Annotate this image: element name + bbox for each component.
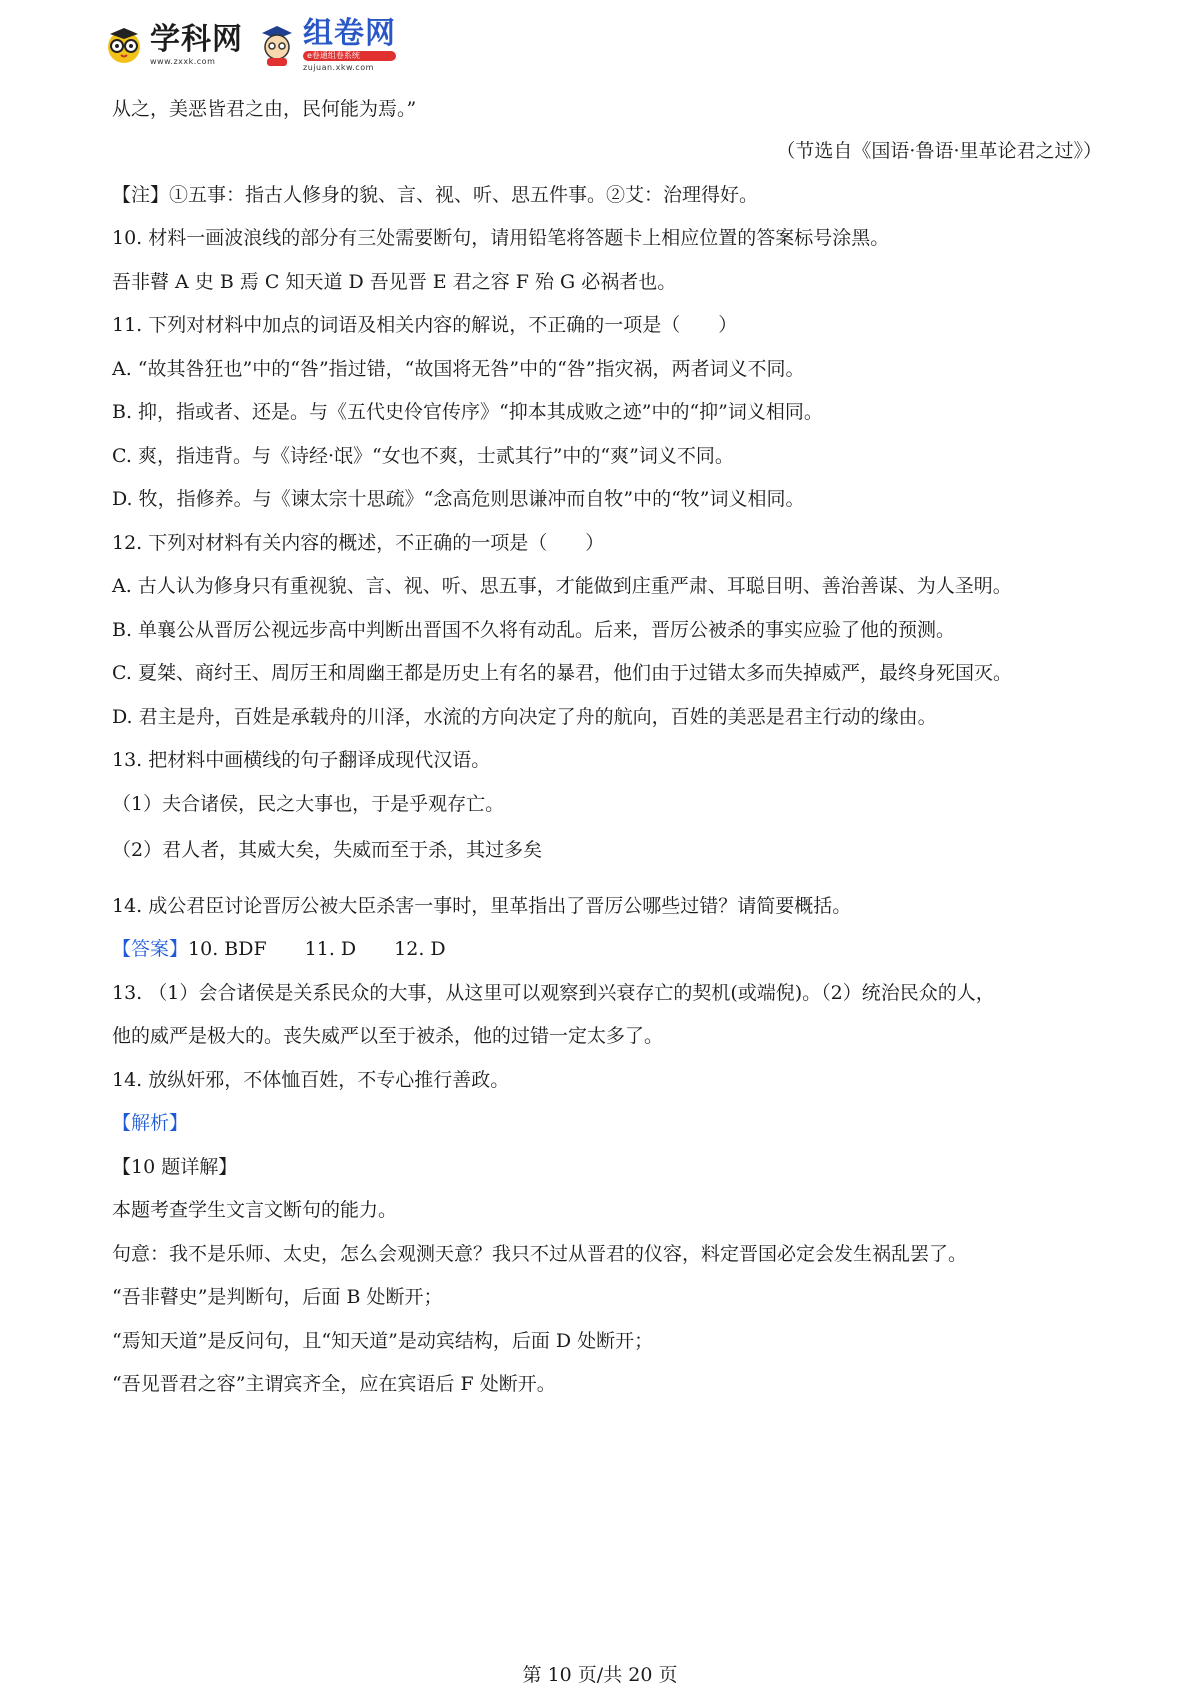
page-number: 第 10 页/共 20 页 xyxy=(522,1664,678,1686)
zujuanwang-tagline: e卷通组卷系统 xyxy=(303,51,396,61)
answer-14: 14. 放纵奸邪，不体恤百姓，不专心推行善政。 xyxy=(112,1069,510,1091)
analysis-point-b: “吾非瞽史”是判断句，后面 B 处断开； xyxy=(112,1286,443,1308)
question-13: 13. 把材料中画横线的句子翻译成现代汉语。 xyxy=(112,749,491,771)
answer-label: 【答案】 xyxy=(112,938,189,960)
text-line: 从之，美恶皆君之由，民何能为焉。” xyxy=(112,98,417,120)
q13-item-2: （2）君人者，其威大矣，失威而至于杀，其过多矣 xyxy=(112,839,543,861)
zujuanwang-logo xyxy=(257,15,396,72)
analysis-label: 【解析】 xyxy=(112,1112,189,1134)
analysis-point-d: “焉知天道”是反问句，且“知天道”是动宾结构，后面 D 处断开； xyxy=(112,1330,654,1352)
xuekewang-name: 学科网 xyxy=(150,21,243,57)
q11-option-d: D. 牧，指修养。与《谏太宗十思疏》“念高危则思谦冲而自牧”中的“牧”词义相同。 xyxy=(112,488,805,510)
answer-10-12: 10. BDF 11. D 12. D xyxy=(188,938,446,960)
analysis-point-f: “吾见晋君之容”主谓宾齐全，应在宾语后 F 处断开。 xyxy=(112,1373,556,1395)
question-10-text: 吾非瞽 A 史 B 焉 C 知天道 D 吾见晋 E 君之容 F 殆 G 必祸者也。 xyxy=(112,271,677,293)
analysis-text: 本题考查学生文言文断句的能力。 xyxy=(112,1199,398,1221)
q12-option-d: D. 君主是舟，百姓是承载舟的川泽，水流的方向决定了舟的航向，百姓的美恶是君主行动的缘由。 xyxy=(112,706,937,728)
question-10: 10. 材料一画波浪线的部分有三处需要断句，请用铅笔将答题卡上相应位置的答案标号涂黑。 xyxy=(112,227,890,249)
q11-option-b: B. 抑，指或者、还是。与《五代史伶官传序》“抑本其成败之迹”中的“抑”词义相同。 xyxy=(112,401,823,423)
annotation-note: 【注】①五事：指古人修身的貌、言、视、听、思五件事。②艾：治理得好。 xyxy=(112,184,759,206)
q11-option-a: A. “故其咎狂也”中的“咎”指过错，“故国将无咎”中的“咎”指灾祸，两者词义不同。 xyxy=(112,358,805,380)
q12-option-b: B. 单襄公从晋厉公视远步高中判断出晋国不久将有动乱。后来，晋厉公被杀的事实应验了他的预测。 xyxy=(112,619,956,641)
page-header xyxy=(104,16,396,74)
q12-option-c: C. 夏桀、商纣王、周厉王和周幽王都是历史上有名的暴君，他们由于过错太多而失掉威严，最终身死国灭。 xyxy=(112,662,1012,684)
owl-mascot-icon xyxy=(104,25,144,65)
q11-option-c: C. 爽，指违背。与《诗经·氓》“女也不爽，士贰其行”中的“爽”词义不同。 xyxy=(112,445,734,467)
q12-option-a: A. 古人认为修身只有重视貌、言、视、听、思五事，才能做到庄重严肃、耳聪目明、善治善谋、为人圣明。 xyxy=(112,575,1012,597)
xuekewang-logo xyxy=(104,21,243,66)
question-12: 12. 下列对材料有关内容的概述，不正确的一项是（ ） xyxy=(112,532,605,554)
q13-item-1: （1）夫合诸侯，民之大事也，于是乎观存亡。 xyxy=(112,793,505,815)
answer-13-line2: 他的威严是极大的。丧失威严以至于被杀，他的过错一定太多了。 xyxy=(112,1025,664,1047)
question-11: 11. 下列对材料中加点的词语及相关内容的解说，不正确的一项是（ ） xyxy=(112,314,738,336)
question-14: 14. 成公君臣讨论晋厉公被大臣杀害一事时，里革指出了晋厉公哪些过错？请简要概括。 xyxy=(112,895,852,917)
source-citation: （节选自《国语·鲁语·里革论君之过》） xyxy=(776,140,1102,162)
answer-row xyxy=(112,938,446,960)
answer-13-line1: 13. （1）会合诸侯是关系民众的大事，从这里可以观察到兴衰存亡的契机(或端倪)。（2）统治民众的人， xyxy=(112,982,995,1004)
sentence-meaning: 句意：我不是乐师、太史，怎么会观测天意？我只不过从晋君的仪容，料定晋国必定会发生祸乱罢了。 xyxy=(112,1243,968,1265)
student-mascot-icon xyxy=(257,23,297,67)
xuekewang-url: www.zxxk.com xyxy=(150,56,216,66)
zujuanwang-url: zujuan.xkw.com xyxy=(303,62,374,72)
detail-10-heading: 【10 题详解】 xyxy=(112,1156,238,1178)
zujuanwang-name: 组卷网 xyxy=(303,15,396,51)
